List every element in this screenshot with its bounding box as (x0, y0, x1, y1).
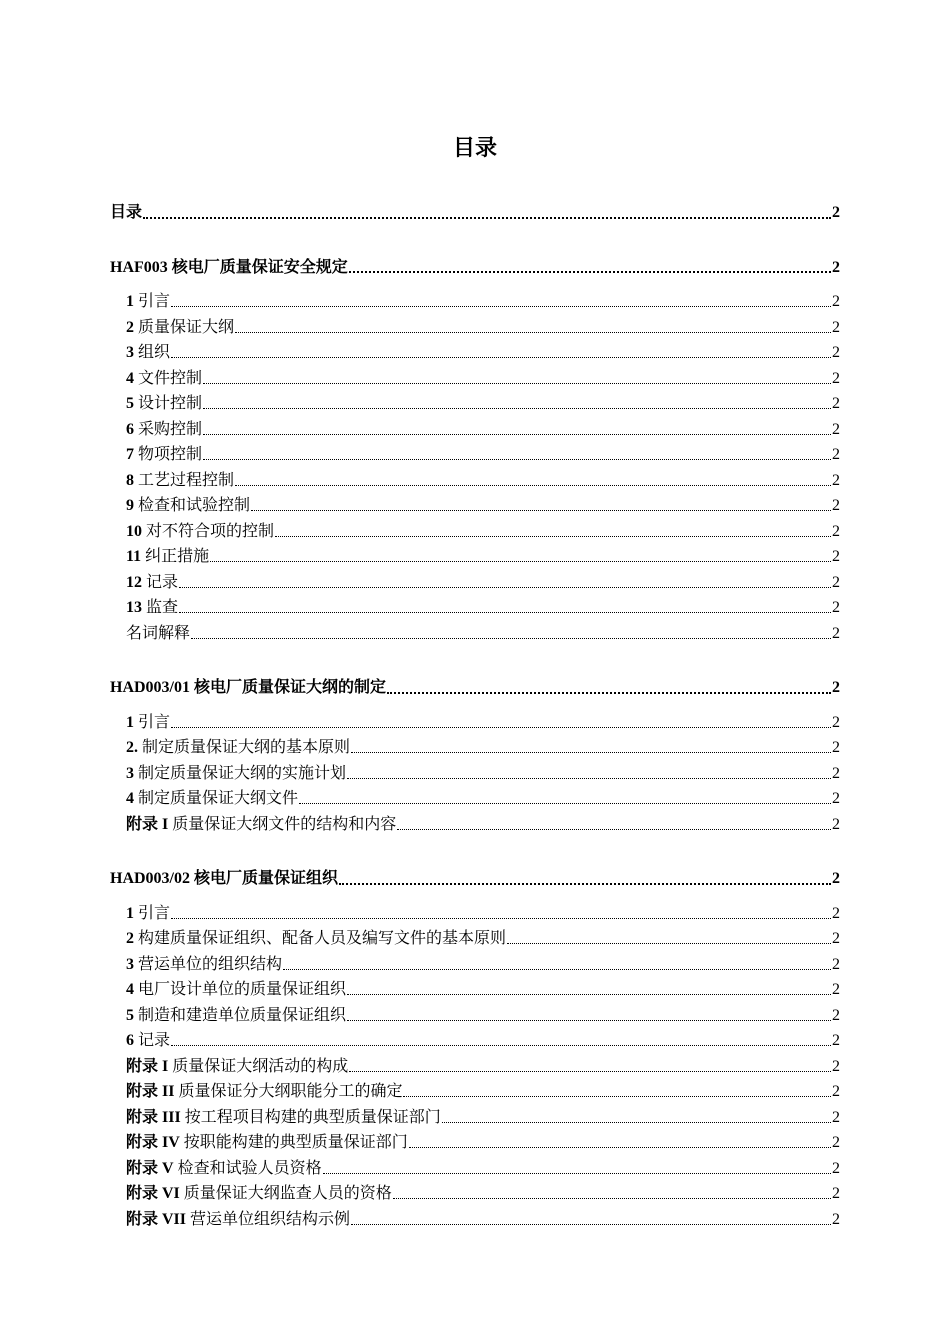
toc-entry[interactable] (110, 1207, 840, 1233)
toc-entry-text: 质量保证大纲文件的结构和内容 (172, 815, 397, 833)
toc-entry-title (126, 1028, 170, 1054)
toc-entry-number: 6 (126, 1032, 134, 1049)
toc-entry-title (126, 519, 274, 545)
toc-page-number: 2 (832, 258, 840, 276)
dot-leader (143, 217, 831, 219)
dot-leader (347, 1020, 831, 1021)
toc-entry-text: 引言 (138, 713, 171, 731)
toc-entry[interactable] (110, 595, 840, 621)
toc-entry-text: 制定质量保证大纲文件 (138, 790, 299, 807)
toc-page-number: 2 (832, 497, 840, 514)
toc-entry-title (126, 1207, 350, 1233)
toc-entry-title (126, 1156, 322, 1182)
toc-entry[interactable] (110, 710, 840, 736)
toc-entry-text: 质量保证分大纲职能分工的确定 (178, 1083, 403, 1100)
toc-entry-title (126, 468, 234, 494)
toc-entry-number: 11 (126, 548, 142, 565)
toc-entry[interactable] (110, 544, 840, 570)
toc-entry-title (126, 595, 178, 621)
toc-entry-title (126, 340, 170, 366)
toc-entry-text: 文件控制 (138, 369, 203, 387)
toc-entry[interactable] (110, 519, 840, 545)
toc-entry-text: 记录 (138, 1032, 171, 1049)
toc-entry-text: 名词解释 (126, 624, 191, 642)
toc-entry-title (126, 812, 396, 838)
toc-entry-number: 4 (126, 790, 134, 807)
toc-entry-text: 组织 (138, 344, 171, 361)
toc-page-number: 2 (832, 904, 840, 922)
toc-entry-title (126, 1054, 348, 1080)
toc-entry-text: 按职能构建的典型质量保证部门 (183, 1134, 408, 1151)
toc-entry-number: 3 (126, 764, 134, 782)
toc-entry-number: 3 (126, 955, 134, 973)
toc-page-number: 2 (832, 955, 840, 973)
dot-leader (339, 883, 831, 885)
toc-entry[interactable] (110, 468, 840, 494)
toc-entry-title (126, 901, 170, 927)
toc-entry-title (126, 544, 209, 570)
toc-entry-number: 附录 I (126, 1057, 169, 1075)
toc-entry-number: 附录 VII (126, 1210, 187, 1228)
toc-entry[interactable] (110, 417, 840, 443)
dot-leader (442, 1122, 831, 1123)
toc-entry[interactable] (110, 1028, 840, 1054)
toc-entry[interactable] (110, 1105, 840, 1131)
dot-leader (179, 587, 831, 588)
toc-page-number: 2 (832, 870, 840, 887)
toc-page-number: 2 (832, 344, 840, 361)
toc-entry-text: 引言 (138, 293, 171, 310)
dot-leader (347, 994, 831, 995)
toc-entry-number: 2 (126, 930, 134, 947)
toc-entry-number: 1 (126, 713, 134, 731)
toc-entry[interactable] (110, 761, 840, 787)
toc-entry-text: 纠正措施 (145, 548, 210, 565)
toc-entry[interactable] (110, 977, 840, 1003)
toc-page-number: 2 (832, 573, 840, 591)
toc-entry-title (110, 675, 386, 701)
dot-leader (203, 383, 831, 384)
dot-leader (171, 306, 831, 307)
toc-entry-title (126, 442, 202, 468)
toc-entry-title (126, 952, 282, 978)
toc-page-number: 2 (832, 471, 840, 489)
toc-entry-text: HAF003 核电厂质量保证安全规定 (110, 258, 348, 276)
toc-page-number: 2 (832, 318, 840, 336)
toc-page-number: 2 (832, 1159, 840, 1177)
toc-page-number: 2 (832, 1057, 840, 1075)
toc-page-number: 2 (832, 1210, 840, 1228)
toc-entry-number: 3 (126, 344, 134, 361)
dot-leader (171, 1045, 831, 1046)
page-title: 目录 (452, 135, 497, 160)
toc-entry[interactable] (110, 1003, 840, 1029)
toc-entry-number: 7 (126, 446, 134, 463)
toc-entry-title (126, 1079, 402, 1105)
dot-leader (507, 943, 831, 944)
toc-entry[interactable] (110, 442, 840, 468)
toc-page-number: 2 (832, 1108, 840, 1126)
toc-entry-number: 1 (126, 904, 134, 922)
toc-heading-entry[interactable] (110, 866, 840, 892)
toc-entry-number: 2. (126, 739, 138, 756)
toc-entry[interactable] (110, 315, 840, 341)
toc-entry-text: 构建质量保证组织、配备人员及编写文件的基本原则 (138, 930, 507, 947)
toc-page-number: 2 (832, 764, 840, 782)
toc-entry-text: 检查和试验控制 (138, 497, 251, 514)
toc-page-number: 2 (832, 204, 840, 221)
dot-leader (351, 1224, 831, 1225)
toc-entry-number: 6 (126, 420, 134, 438)
toc-entry-title (126, 1105, 441, 1131)
toc-entry-title (126, 1130, 408, 1156)
toc-entry-number: 附录 II (126, 1083, 175, 1100)
toc-entry-number: 5 (126, 395, 134, 412)
toc-entry[interactable] (110, 1156, 840, 1182)
toc-entry-text: 采购控制 (138, 420, 203, 438)
toc-entry-title (126, 1003, 346, 1029)
dot-leader (179, 612, 831, 613)
dot-leader (171, 918, 831, 919)
dot-leader (347, 778, 831, 779)
toc-entry-number: 13 (126, 599, 142, 616)
toc-page-number: 2 (832, 1083, 840, 1100)
toc-entry-title (126, 366, 202, 392)
toc-entry-title (126, 315, 234, 341)
toc-page-number: 2 (832, 395, 840, 412)
toc-entry[interactable] (110, 391, 840, 417)
toc-entry-text: 制造和建造单位质量保证组织 (138, 1006, 347, 1024)
toc-entry[interactable] (110, 289, 840, 315)
dot-leader (397, 829, 831, 830)
dot-leader (251, 510, 831, 511)
toc-page-number: 2 (832, 815, 840, 833)
toc-entry-text: 制定质量保证大纲的基本原则 (142, 739, 351, 756)
toc-page-number: 2 (832, 548, 840, 565)
dot-leader (235, 485, 831, 486)
toc-entry-number: 2 (126, 318, 134, 336)
dot-leader (203, 408, 831, 409)
toc-page-number: 2 (832, 739, 840, 756)
toc-entry-number: 附录 I (126, 815, 169, 833)
toc-page-number: 2 (832, 522, 840, 540)
toc-entry-number: 附录 IV (126, 1134, 180, 1151)
toc-entry[interactable] (110, 786, 840, 812)
toc-entry-text: 检查和试验人员资格 (177, 1159, 322, 1177)
dot-leader (203, 459, 831, 460)
dot-leader (323, 1173, 831, 1174)
toc-entry-title (110, 200, 142, 226)
toc-entry-text: 营运单位的组织结构 (138, 955, 283, 973)
toc-heading-entry[interactable] (110, 255, 840, 281)
toc-entry[interactable] (110, 1181, 840, 1207)
toc-entry[interactable] (110, 735, 840, 761)
toc-page-number: 2 (832, 369, 840, 387)
toc-entry-number: 附录 V (126, 1159, 174, 1177)
dot-leader (387, 692, 831, 694)
toc-entry[interactable] (110, 952, 840, 978)
toc-entry-title (126, 417, 202, 443)
dot-leader (191, 638, 831, 639)
dot-leader (210, 561, 831, 562)
toc-page-number: 2 (832, 1032, 840, 1049)
toc-entry[interactable] (110, 621, 840, 647)
toc-entry[interactable] (110, 340, 840, 366)
toc-page-number: 2 (832, 624, 840, 642)
toc-entry-title (126, 786, 298, 812)
dot-leader (349, 271, 831, 273)
toc-entry-number: 5 (126, 1006, 134, 1024)
toc-entry-text: HAD003/01 核电厂质量保证大纲的制定 (110, 679, 387, 696)
toc-page-number: 2 (832, 790, 840, 807)
toc-page-number: 2 (832, 930, 840, 947)
toc-entry-title (126, 493, 250, 519)
toc-entry[interactable] (110, 812, 840, 838)
dot-leader (203, 434, 831, 435)
toc-entry-number: 8 (126, 471, 134, 489)
toc-entry-text: 制定质量保证大纲的实施计划 (138, 764, 347, 782)
toc-entry-text: 营运单位组织结构示例 (190, 1210, 351, 1228)
toc-entry-text: 目录 (110, 204, 143, 221)
dot-leader (283, 969, 831, 970)
toc-entry-text: 按工程项目构建的典型质量保证部门 (184, 1108, 441, 1126)
dot-leader (171, 357, 831, 358)
toc-entry[interactable] (110, 493, 840, 519)
toc-entry-title (110, 255, 348, 281)
toc-entry[interactable] (110, 1054, 840, 1080)
toc-entry-text: 质量保证大纲活动的构成 (172, 1057, 349, 1075)
toc-page-number: 2 (832, 420, 840, 438)
toc-entry[interactable] (110, 901, 840, 927)
dot-leader (393, 1198, 831, 1199)
dot-leader (351, 752, 831, 753)
toc-entry-number: 12 (126, 573, 142, 591)
toc-entry-title (126, 735, 350, 761)
toc-page-number: 2 (832, 713, 840, 731)
toc-entry-title (126, 391, 202, 417)
toc-entry-number: 4 (126, 981, 134, 998)
toc-entry-title (126, 289, 170, 315)
toc-entry[interactable] (110, 1079, 840, 1105)
toc-entry-text: 物项控制 (138, 446, 203, 463)
toc-page-number: 2 (832, 446, 840, 463)
toc-entry-number: 附录 III (126, 1108, 181, 1126)
toc-entry-title (126, 1181, 392, 1207)
toc-entry-number: 9 (126, 497, 134, 514)
toc-entry-text: 工艺过程控制 (138, 471, 235, 489)
toc-entry-title (126, 621, 190, 647)
toc-entry-title (126, 761, 346, 787)
toc-entry-title (126, 926, 506, 952)
toc-page-number: 2 (832, 1006, 840, 1024)
toc-page-number: 2 (832, 981, 840, 998)
toc-entry-text: 记录 (146, 573, 179, 591)
dot-leader (235, 332, 831, 333)
toc-entry-text: 引言 (138, 904, 171, 922)
toc-page-number: 2 (832, 293, 840, 310)
dot-leader (299, 803, 831, 804)
toc-entry-title (110, 866, 338, 892)
toc-entry-title (126, 570, 178, 596)
dot-leader (275, 536, 831, 537)
toc-entry-text: HAD003/02 核电厂质量保证组织 (110, 870, 339, 887)
toc-entry-number: 附录 VI (126, 1185, 180, 1202)
dot-leader (403, 1096, 831, 1097)
toc-entry-text: 设计控制 (138, 395, 203, 412)
toc-page-number: 2 (832, 1185, 840, 1202)
dot-leader (349, 1071, 831, 1072)
dot-leader (409, 1147, 831, 1148)
toc-entry-text: 质量保证大纲 (138, 318, 235, 336)
toc-page-number: 2 (832, 679, 840, 696)
table-of-contents (110, 200, 840, 1232)
toc-entry[interactable] (110, 366, 840, 392)
toc-entry-text: 监查 (146, 599, 179, 616)
toc-entry-title (126, 977, 346, 1003)
toc-heading-entry[interactable] (110, 200, 840, 226)
toc-heading-entry[interactable] (110, 675, 840, 701)
toc-entry-text: 质量保证大纲监查人员的资格 (183, 1185, 392, 1202)
toc-entry[interactable] (110, 570, 840, 596)
dot-leader (171, 727, 831, 728)
toc-page-number: 2 (832, 1134, 840, 1151)
toc-entry-number: 1 (126, 293, 134, 310)
toc-entry-title (126, 710, 170, 736)
toc-entry[interactable] (110, 926, 840, 952)
toc-entry-text: 对不符合项的控制 (146, 522, 275, 540)
toc-entry-text: 电厂设计单位的质量保证组织 (138, 981, 347, 998)
toc-page-number: 2 (832, 599, 840, 616)
toc-entry[interactable] (110, 1130, 840, 1156)
toc-entry-number: 10 (126, 522, 142, 540)
toc-entry-number: 4 (126, 369, 134, 387)
